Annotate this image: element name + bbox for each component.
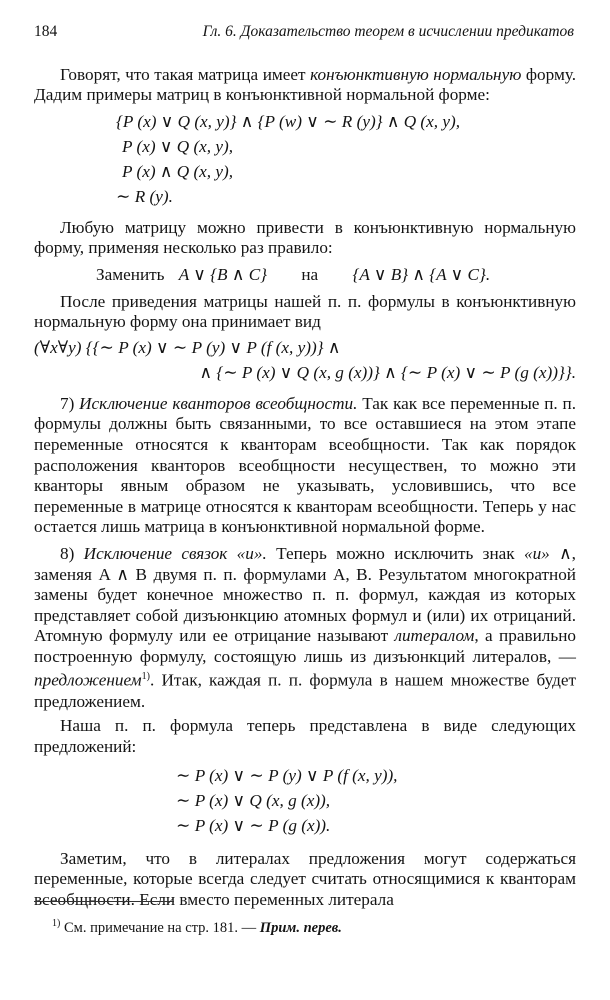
text-run: . Итак, каждая п. п. формула в нашем множестве будет предложением. [34,671,576,711]
step-number: 8) [60,543,84,563]
rule-right: {A ∨ B} ∧ {A ∨ C}. [352,264,491,284]
formula-line: (∀x∀y) {{∼ P (x) ∨ ∼ P (y) ∨ P (f (x, y))} ∧ [34,337,341,357]
formula-line: {P (x) ∨ Q (x, y)} ∧ {P (w) ∨ ∼ R (y)} ∧ Q (x, y), [116,111,461,131]
rule-word: Заменить [96,264,165,284]
rule-left: A ∨ {B ∧ C} [178,264,268,284]
footnote-mark: 1) [52,918,61,929]
formula-block-converted [34,335,576,385]
running-title: Гл. 6. Доказательство теорем в исчислении предикатов [202,23,574,40]
paragraph-step-7 [34,394,576,538]
step-title: Исключение кванторов всеобщности. [79,393,358,413]
text-run: Говорят, что такая матрица имеет [60,64,311,84]
formula-rule [34,265,576,286]
footnote-text: См. примечание на стр. 181. — [60,919,260,936]
text-run: форму. Дадим примеры матриц в конъюнктивной нормальной форме: [34,64,577,105]
step-number: 7) [60,393,80,413]
formula-line: ∼ P (x) ∨ ∼ P (g (x)). [176,815,331,835]
text-run: ∧, заменяя A ∧ B двумя п. п. формулами A, B. Результатом многократной замены будет конечное множество п. п. формул, каждая из которых представляет собой дизъюнкцию атомных формул и (или) их отрицаний. Атомную формулу или ее отрицание называют [34,543,576,646]
paragraph-clauses-intro: Наша п. п. формула теперь представлена в виде следующих предложений: [34,716,576,756]
formula-line: ∼ R (y). [116,186,173,206]
formula-block-clauses [34,763,576,838]
footnote-ref[interactable]: 1) [141,671,150,683]
formula-line: ∼ P (x) ∨ ∼ P (y) ∨ P (f (x, y)), [176,765,398,785]
emphasis-term: литералом [394,626,475,646]
formula-block-examples [34,109,576,209]
rule-on: на [301,264,319,284]
footnote-translator-note: Прим. перев. [259,919,342,936]
footnote [52,915,342,937]
paragraph-after-conversion: После приведения матрицы нашей п. п. формулы в конъюнктивную нормальную форму она принимает вид [34,291,576,332]
step-title: Исключение связок «и». [83,543,267,563]
paragraph-rule-intro: Любую матрицу можно привести в конъюнктивную нормальную форму, применяя несколько раз правило: [34,217,576,258]
emphasis-term: «и» [523,543,550,563]
emphasis-term: предложением [34,671,142,691]
formula-line: ∼ P (x) ∨ Q (x, g (x)), [176,790,331,810]
text-run: , а правильно построенную формулу, состоящую лишь из дизъюнкций литералов, — [34,626,576,666]
text-run: Так как все переменные п. п. формулы должны быть связанными, то все оставшиеся на этом этапе переменные относятся к кванторам всеобщности. Так как порядок расположения кванторов всеобщности несуществен, то можно эти кванторы явным образом не указывать, условившись, что все переменные в матрице относятся к кванторам всеобщности. Теперь у нас остается лишь матрица в конъюнктивной нормальной форме. [34,393,576,537]
footnote-divider [34,901,174,902]
formula-line: P (x) ∨ Q (x, y), [122,136,234,156]
paragraph-cnf-intro [34,65,576,106]
emphasis-term: конъюнктивную нормальную [310,64,522,84]
formula-line: ∧ {∼ P (x) ∨ Q (x, g (x))} ∧ {∼ P (x) ∨ ∼ P (g (x))}}. [199,362,576,382]
running-header [34,22,576,43]
text-run: Теперь можно исключить знак [266,543,524,563]
page-number: 184 [34,23,58,40]
paragraph-step-8 [34,544,576,712]
formula-line: P (x) ∧ Q (x, y), [122,161,234,181]
paragraph-note-variables: Заметим, что в литералах предложения могут содержаться переменные, которые всегда следует считать относящимися к кванторам всеобщности. Если вместо переменных литерала [34,848,576,909]
